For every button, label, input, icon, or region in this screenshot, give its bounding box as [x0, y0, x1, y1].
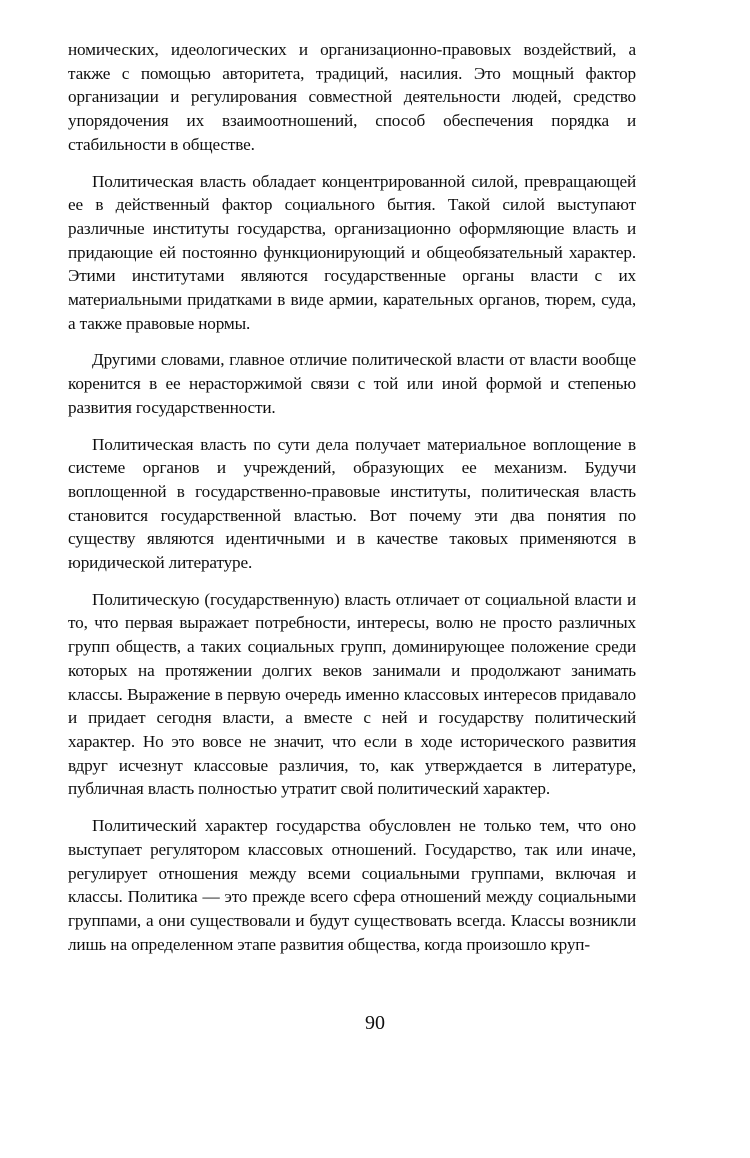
paragraph-main-difference: Другими словами, главное отличие политической власти от власти вообще коренится в ее нерасторжимой связи с той или иной формой и степенью развития государственности.	[68, 350, 636, 417]
paragraph-political-character: Политический характер государства обусловлен не только тем, что оно выступает регулятором классовых отношений. Государство, так или иначе, регулирует отношения между всеми социальными группами, включая и классы. Политика — это прежде всего сфера отношений между социальными группами, а они существовали и будут существовать всегда. Классы возникли лишь на определенном этапе развития общества, когда произошло круп-	[68, 816, 636, 954]
paragraph-material-embodiment: Политическая власть по сути дела получает материальное воплощение в системе органов и учреждений, образующих ее механизм. Будучи воплощенной в государственно-правовые институты, политическая власть становится государственной властью. Вот почему эти два понятия по существу являются идентичными и в качестве таковых применяются в юридической литературе.	[68, 434, 636, 573]
page-number: 90	[365, 1012, 385, 1034]
page-body-text	[68, 38, 636, 956]
paragraph-political-power-force: Политическая власть обладает концентрированной силой, превращающей ее в действенный фактор социального бытия. Такой силой выступают различные институты государства, организационно оформляющие власть и придающие ей постоянно функционирующий и общеобязательный характер. Этими институтами являются государственные органы власти с их материальными придатками в виде армии, карательных органов, тюрем, суда, а также правовые нормы.	[68, 171, 636, 333]
paragraph-continuation: номических, идеологических и организационно-правовых воздействий, а также с помощью авторитета, традиций, насилия. Это мощный фактор организации и регулирования совместной деятельности людей, средство упорядочения их взаимоотношений, способ обеспечения порядка и стабильности в обществе.	[68, 40, 636, 154]
paragraph-state-power: Политическую (государственную) власть отличает от социальной власти и то, что первая выражает потребности, интересы, волю не просто различных групп обществ, а таких социальных групп, доминирующее положение среди которых на протяжении долгих веков занимали и продолжают занимать классы. Выражение в первую очередь именно классовых интересов придавало и придает сегодня власти, а вместе с ней и государству политический характер. Но это вовсе не значит, что если в ходе исторического развития вдруг исчезнут классовые различия, то, как утверждается в литературе, публичная власть полностью утратит свой политический характер.	[68, 589, 636, 799]
